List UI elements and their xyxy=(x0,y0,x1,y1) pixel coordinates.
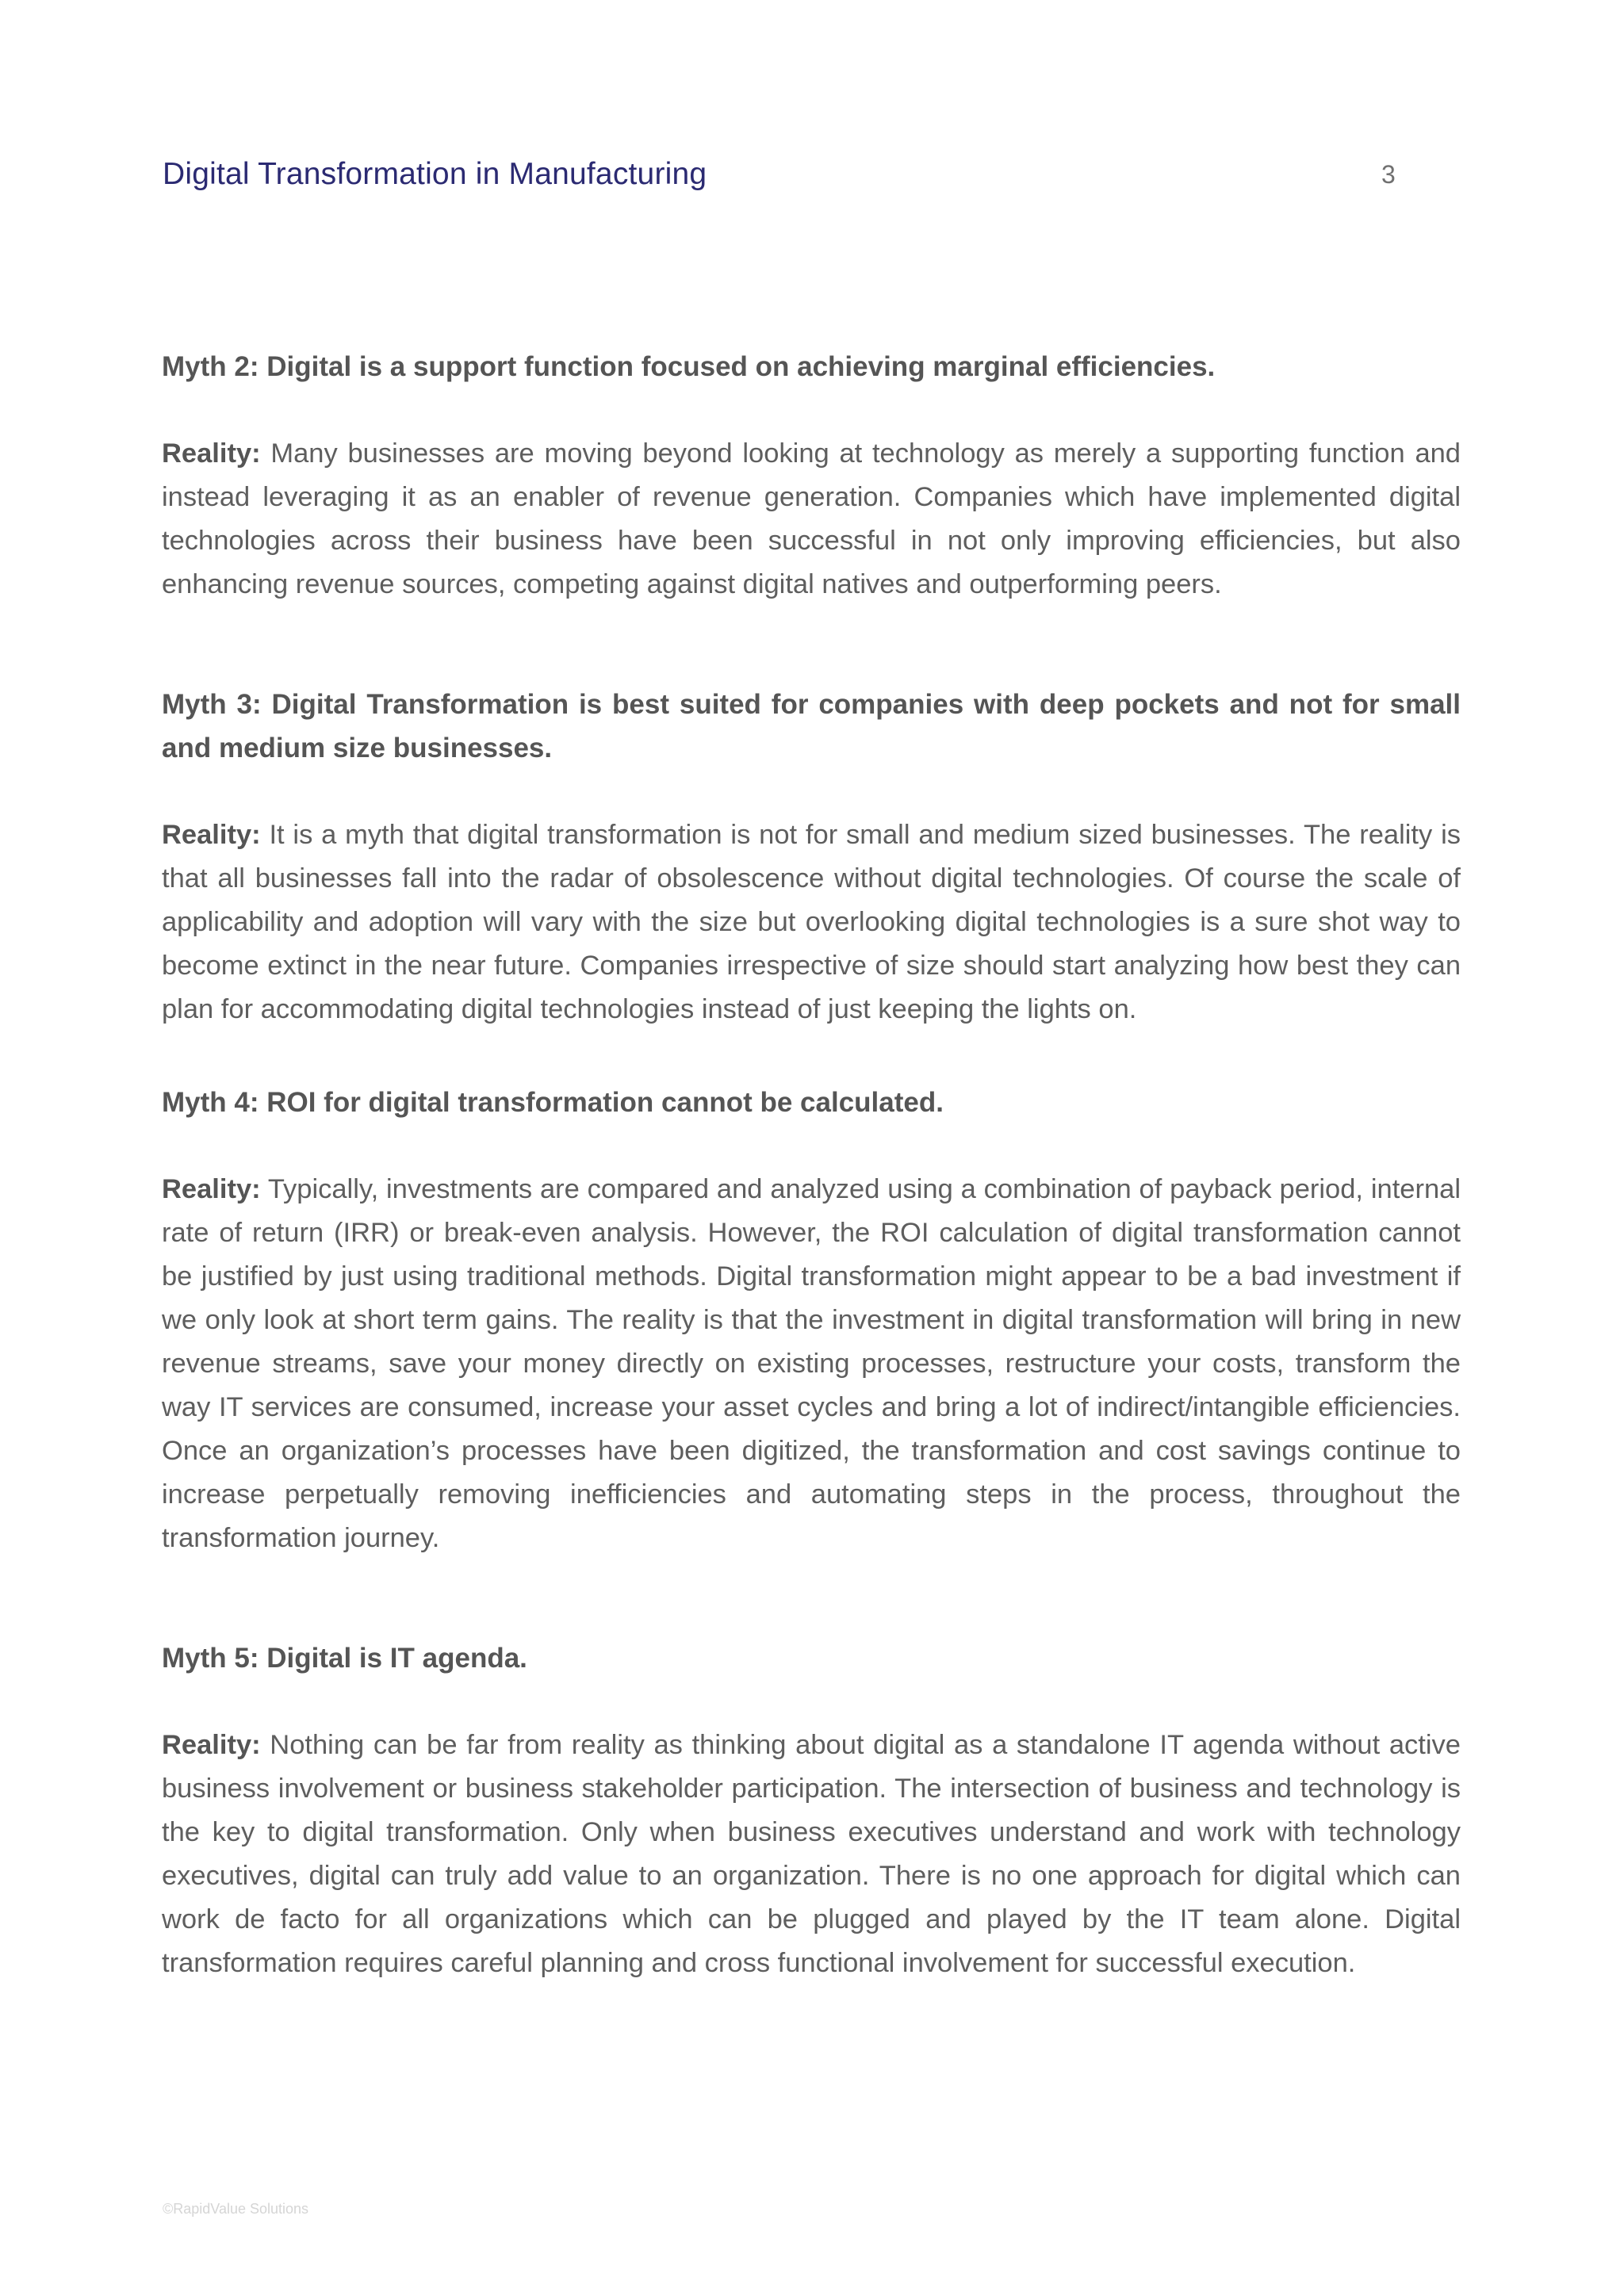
myth-heading: Myth 5: Digital is IT agenda. xyxy=(162,1643,527,1674)
myth-heading: Myth 3: Digital Transformation is best suited for companies with deep pockets and not for small and medium size businesses. xyxy=(162,689,1461,763)
reality-paragraph xyxy=(162,432,1461,607)
reality-text: Nothing can be far from reality as thinking about digital as a standalone IT agenda without active business involvement or business stakeholder participation. The intersection of business and technology is the key to digital transformation. Only when business executives understand and work with technology executives, digital can truly add value to an organization. There is no one approach for digital which can work de facto for all organizations which can be plugged and played by the IT team alone. Digital transformation requires careful planning and cross functional involvement for successful execution. xyxy=(162,1730,1461,1978)
content-body xyxy=(162,345,1461,1985)
myth-section-4 xyxy=(162,1081,1461,1560)
footer-copyright: ©RapidValue Solutions xyxy=(163,2201,309,2217)
reality-label: Reality: xyxy=(162,438,261,469)
reality-paragraph xyxy=(162,1724,1461,1985)
reality-paragraph xyxy=(162,813,1461,1031)
myth-section-2 xyxy=(162,345,1461,607)
reality-text: Many businesses are moving beyond looking at technology as merely a supporting function and instead leveraging it as an enabler of revenue generation. Companies which have implemented digital technologies across their business have been successful in not only improving efficiencies, but also enhancing revenue sources, competing against digital natives and outperforming peers. xyxy=(162,438,1461,599)
myth-section-5 xyxy=(162,1636,1461,1985)
myth-heading: Myth 4: ROI for digital transformation cannot be calculated. xyxy=(162,1087,944,1118)
reality-text: Typically, investments are compared and analyzed using a combination of payback period, internal rate of return (IRR) or break-even analysis. However, the ROI calculation of digital transformation cannot be justified by just using traditional methods. Digital transformation might appear to be a bad investment if we only look at short term gains. The reality is that the investment in digital transformation will bring in new revenue streams, save your money directly on existing processes, restructure your costs, transform the way IT services are consumed, increase your asset cycles and bring a lot of indirect/intangible efficiencies. Once an organization’s processes have been digitized, the transformation and cost savings continue to increase perpetually removing inefficiencies and automating steps in the process, throughout the transformation journey. xyxy=(162,1174,1461,1553)
reality-paragraph xyxy=(162,1168,1461,1560)
myth-section-3 xyxy=(162,683,1461,1031)
header-title: Digital Transformation in Manufacturing xyxy=(163,157,707,191)
reality-label: Reality: xyxy=(162,1730,261,1760)
page-number: 3 xyxy=(1381,160,1396,189)
myth-heading: Myth 2: Digital is a support function focused on achieving marginal efficiencies. xyxy=(162,351,1216,382)
reality-label: Reality: xyxy=(162,1174,261,1204)
reality-text: It is a myth that digital transformation is not for small and medium sized businesses. The reality is that all businesses fall into the radar of obsolescence without digital technologies. Of course the scale of applicability and adoption will vary with the size but overlooking digital technologies is a sure shot way to become extinct in the near future. Companies irrespective of size should start analyzing how best they can plan for accommodating digital technologies instead of just keeping the lights on. xyxy=(162,820,1461,1024)
reality-label: Reality: xyxy=(162,820,261,850)
